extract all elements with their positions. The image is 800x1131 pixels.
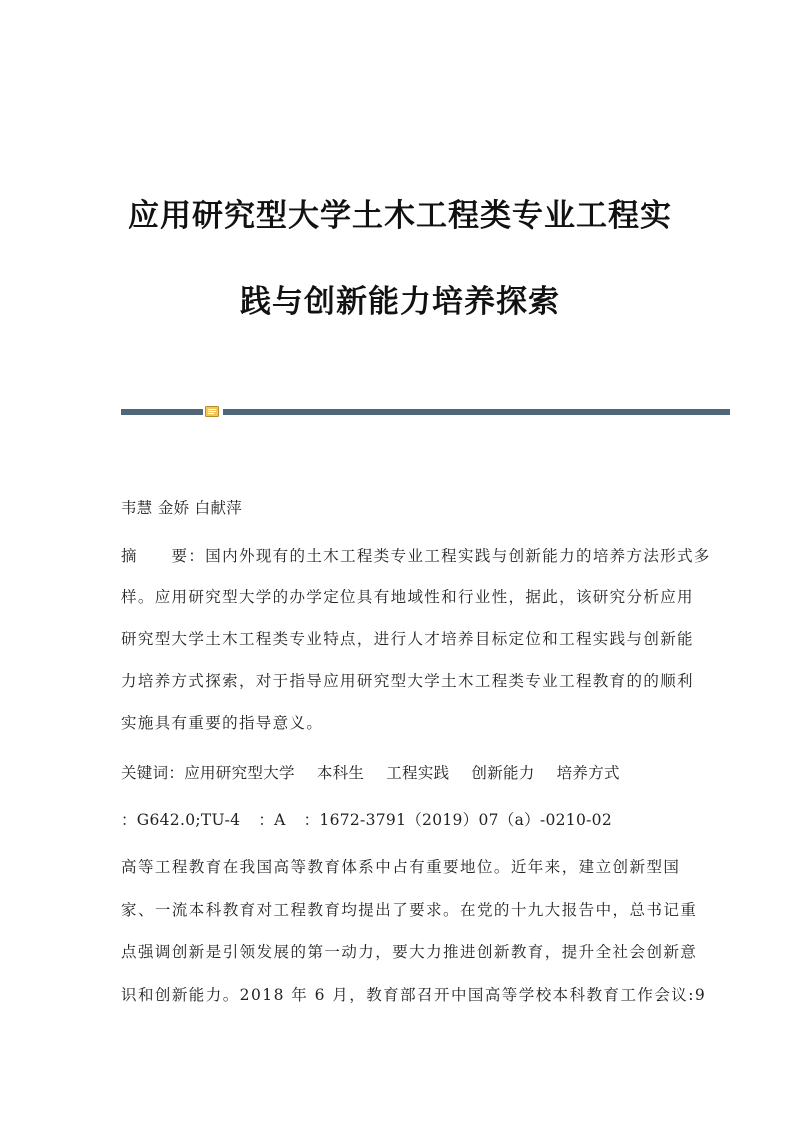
keyword-item: 应用研究型大学 (184, 764, 295, 782)
abstract-line-2: 样。应用研究型大学的办学定位具有地域性和行业性，据此，该研究分析应用 (121, 588, 694, 606)
abstract-line-4: 力培养方式探索，对于指导应用研究型大学土木工程类专业工程教育的的顺利 (121, 672, 694, 690)
title-divider-right (223, 409, 730, 415)
page-title-line-1: 应用研究型大学土木工程类专业工程实 (128, 198, 672, 234)
keyword-item: 本科生 (316, 764, 365, 782)
abstract-line-3: 研究型大学土木工程类专业特点，进行人才培养目标定位和工程实践与创新能 (121, 630, 694, 648)
authors: 韦慧 金娇 白献萍 (121, 499, 243, 517)
document-code: ：A (258, 811, 286, 829)
body-line-3: 点强调创新是引领发展的第一动力，要大力推进创新教育，提升全社会创新意 (121, 943, 698, 961)
classification-line (121, 808, 612, 830)
clc-number: ：G642.0;TU-4 (121, 811, 241, 829)
abstract-line-5: 实施具有重要的指导意义。 (121, 714, 324, 732)
abstract-line-1 (121, 544, 711, 566)
body-line-2: 家、一流本科教育对工程教育均提出了要求。在党的十九大报告中，总书记重 (121, 901, 698, 919)
page-title-line-2: 践与创新能力培养探索 (240, 284, 560, 320)
keywords-label: 关键词： (121, 764, 185, 782)
keyword-item: 工程实践 (386, 764, 450, 782)
keyword-item: 培养方式 (556, 764, 620, 782)
body-line-1: 高等工程教育在我国高等教育体系中占有重要地位。近年来，建立创新型国 (121, 858, 681, 876)
article-id: ：1672-3791（2019）07（a）-0210-02 (303, 811, 612, 829)
abstract-label: 摘 要： (121, 547, 206, 565)
keyword-item: 创新能力 (471, 764, 535, 782)
keywords (121, 761, 620, 783)
abstract-text: 国内外现有的土木工程类专业工程实践与创新能力的培养方法形式多 (205, 547, 711, 565)
document-icon (205, 406, 219, 417)
body-line-4: 识和创新能力。2018 年 6 月，教育部召开中国高等学校本科教育工作会议:9 (121, 986, 707, 1004)
title-divider-left (121, 409, 203, 415)
